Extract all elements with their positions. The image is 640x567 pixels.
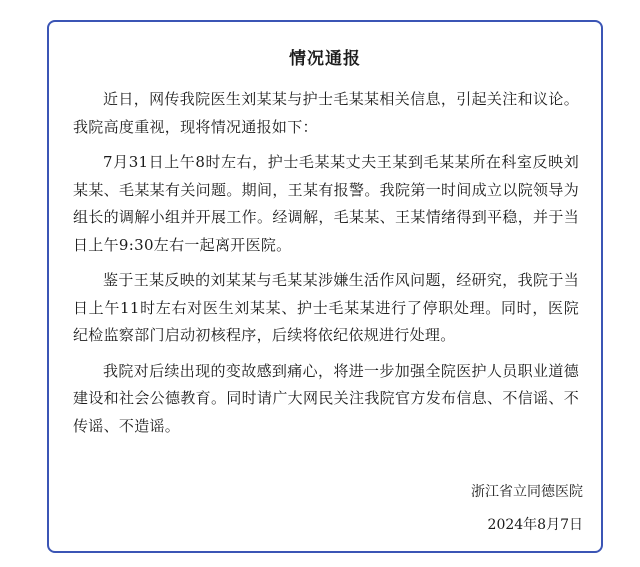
notice-body — [73, 86, 579, 448]
notice-title: 情况通报 — [289, 49, 361, 69]
paragraph-statement: 我院对后续出现的变故感到痛心，将进一步加强全院医护人员职业道德建设和社会公德教育。同时请广大网民关注我院官方发布信息、不信谣、不传谣、不造谣。 — [73, 361, 579, 435]
signature-date: 2024年8月7日 — [487, 517, 583, 533]
signature-block — [471, 482, 583, 535]
paragraph-incident: 7月31日上午8时左右，护士毛某某丈夫王某到毛某某所在科室反映刘某某、毛某某有关问题。期间，王某有报警。我院第一时间成立以院领导为组长的调解小组并开展工作。经调解，毛某某、王某情绪得到平稳，并于当日上午9:30左右一起离开医院。 — [73, 153, 579, 254]
signature-organization: 浙江省立同德医院 — [471, 484, 583, 500]
notice-frame — [47, 20, 603, 553]
paragraph-handling: 鉴于王某反映的刘某某与毛某某涉嫌生活作风问题，经研究，我院于当日上午11时左右对医生刘某某、护士毛某某进行了停职处理。同时，医院纪检监察部门启动初核程序，后续将依纪依规进行处理。 — [73, 271, 579, 344]
paragraph-intro: 近日，网传我院医生刘某某与护士毛某某相关信息，引起关注和议论。我院高度重视，现将情况通报如下： — [73, 90, 579, 136]
